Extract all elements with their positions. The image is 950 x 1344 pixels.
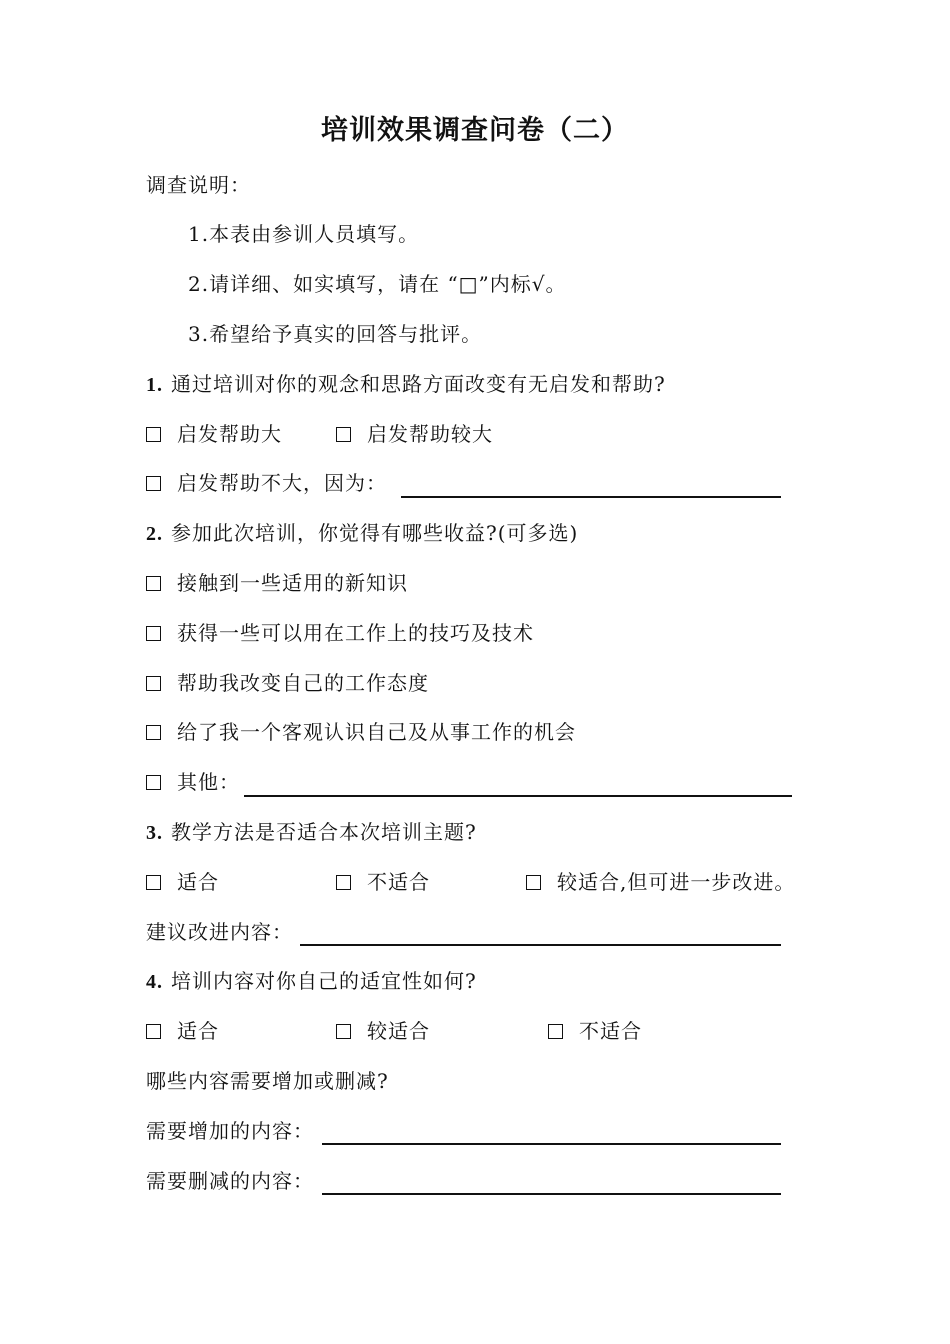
option-label: 帮助我改变自己的工作态度 [177,671,429,695]
q3-suggest-field[interactable] [300,944,781,946]
q4-sub-question: 哪些内容需要增加或删减? [146,1069,389,1093]
option-label: 较适合,但可进一步改进。 [557,870,796,894]
page-title: 培训效果调查问卷（二） [321,115,629,146]
question-1 [146,369,666,399]
q4-add-label: 需要增加的内容： [146,1119,314,1143]
checkbox[interactable] [336,875,351,890]
option-label: 启发帮助较大 [367,422,493,446]
checkbox[interactable] [526,875,541,890]
option-label: 启发帮助不大，因为： [177,471,387,495]
intro-item-3: 3.希望给予真实的回答与批评。 [188,322,483,346]
question-number: 4. [146,971,163,993]
q2-option-5[interactable] [146,767,240,797]
q3-option-3[interactable] [526,867,795,897]
question-text: 参加此次培训，你觉得有哪些收益?(可多选) [171,521,579,545]
q1-option-2[interactable] [336,419,493,449]
q1-reason-field[interactable] [401,496,781,498]
checkbox[interactable] [146,576,161,591]
option-label: 不适合 [367,870,430,894]
checkbox[interactable] [336,1024,351,1039]
option-label: 接触到一些适用的新知识 [177,571,408,595]
option-label: 给了我一个客观认识自己及从事工作的机会 [177,720,576,744]
checkbox[interactable] [146,875,161,890]
option-label: 较适合 [367,1019,430,1043]
q1-option-1[interactable] [146,419,282,449]
checkbox[interactable] [146,775,161,790]
q2-option-3[interactable] [146,668,429,698]
q3-option-2[interactable] [336,867,430,897]
q4-option-3[interactable] [548,1016,642,1046]
option-label: 其他： [177,770,240,794]
q2-other-field[interactable] [244,795,792,797]
checkbox[interactable] [548,1024,563,1039]
q3-option-1[interactable] [146,867,219,897]
question-text: 通过培训对你的观念和思路方面改变有无启发和帮助? [171,372,666,396]
checkbox[interactable] [146,427,161,442]
q4-option-1[interactable] [146,1016,219,1046]
option-label: 适合 [177,870,219,894]
q1-option-3[interactable] [146,468,387,498]
option-label: 启发帮助大 [177,422,282,446]
q3-suggest-label: 建议改进内容： [146,920,293,944]
q4-remove-label: 需要删减的内容： [146,1169,314,1193]
question-2 [146,518,578,548]
q2-option-1[interactable] [146,568,408,598]
question-text: 教学方法是否适合本次培训主题? [171,820,477,844]
option-label: 适合 [177,1019,219,1043]
question-3 [146,817,477,847]
intro-item-2: 2.请详细、如实填写，请在 “□”内标√。 [188,272,567,296]
checkbox[interactable] [146,676,161,691]
question-text: 培训内容对你自己的适宜性如何? [171,969,477,993]
option-label: 不适合 [579,1019,642,1043]
intro-item-1: 1.本表由参训人员填写。 [188,222,420,246]
checkbox[interactable] [336,427,351,442]
question-number: 2. [146,523,163,545]
q4-remove-field[interactable] [322,1193,781,1195]
q4-add-field[interactable] [322,1143,781,1145]
option-label: 获得一些可以用在工作上的技巧及技术 [177,621,534,645]
checkbox[interactable] [146,725,161,740]
intro-heading: 调查说明： [146,173,251,197]
question-4 [146,966,477,996]
checkbox[interactable] [146,476,161,491]
checkbox[interactable] [146,1024,161,1039]
question-number: 3. [146,822,163,844]
q2-option-4[interactable] [146,717,576,747]
q2-option-2[interactable] [146,618,534,648]
checkbox[interactable] [146,626,161,641]
q4-option-2[interactable] [336,1016,430,1046]
question-number: 1. [146,374,163,396]
